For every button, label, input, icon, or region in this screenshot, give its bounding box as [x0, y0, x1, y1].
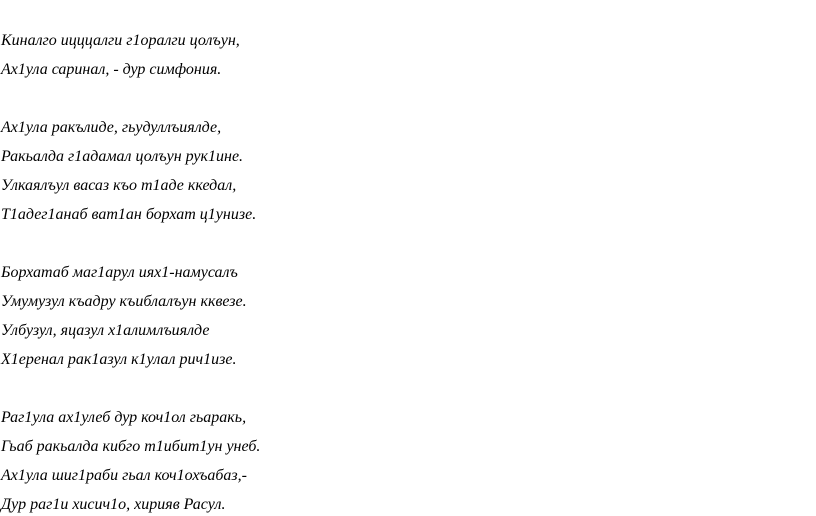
poem-line: Умумузул къадру къиблалъун кквезе. — [1, 293, 247, 310]
poem-line: Дур раг1и хисич1о, хирияв Расул. — [1, 496, 226, 513]
poem-line: Ах1ула шиг1раби гьал коч1охъабаз,- — [1, 467, 247, 484]
poem-line: Раг1ула ах1улеб дур коч1ол гьаракь, — [1, 409, 247, 426]
poem-line: Улбузул, яцазул х1алимлъиялде — [1, 322, 210, 339]
poem-line: Борхатаб маг1арул иях1-намусалъ — [1, 264, 238, 281]
poem-line: Ах1ула саринал, - дур симфония. — [1, 61, 222, 78]
poem-line: Ракьалда г1адамал цолъун рук1ине. — [1, 148, 244, 165]
poem-line: Т1адег1анаб ват1ан борхат ц1унизе. — [1, 206, 257, 223]
poem-line: Гьаб ракьалда кибго т1ибит1ун унеб. — [1, 438, 261, 455]
poem-line: Киналго ицццалги г1оралги цолъун, — [1, 32, 240, 49]
poem-line: Ах1ула ракълиде, гьудуллъиялде, — [1, 119, 222, 136]
poem-line: Х1еренал рак1азул к1улал рич1изе. — [1, 351, 237, 368]
poem-line: Улкаялъул васаз къо т1аде ккедал, — [1, 177, 237, 194]
